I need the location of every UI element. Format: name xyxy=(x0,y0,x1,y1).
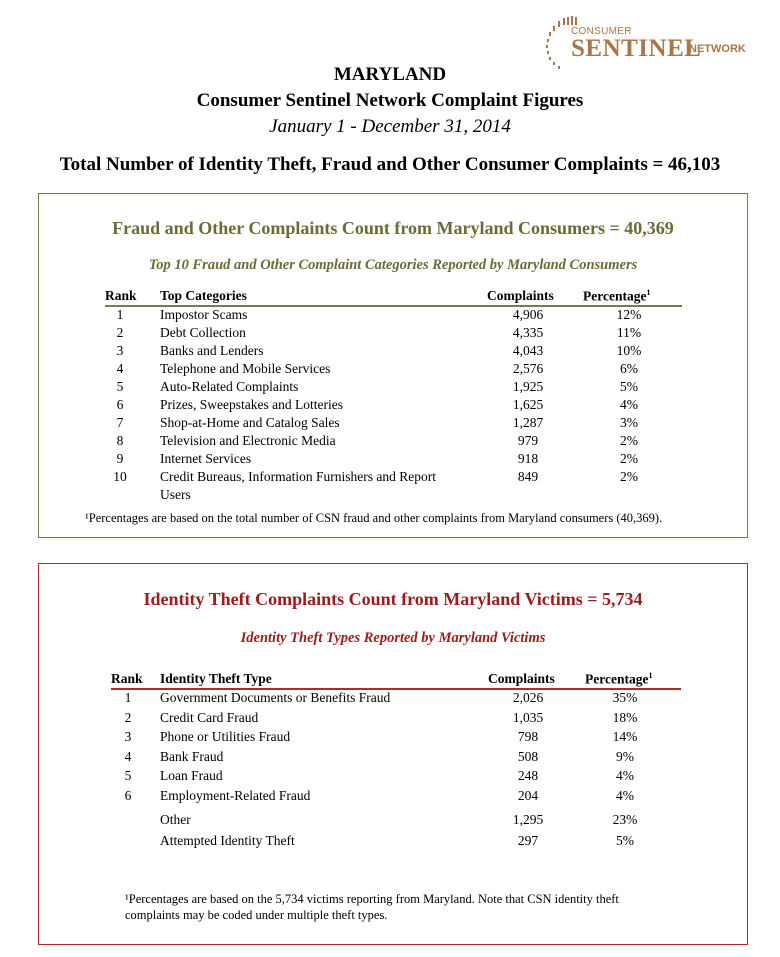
col-complaints: Complaints xyxy=(487,288,554,303)
logo-sentinel-text: SENTINEL xyxy=(571,35,702,62)
identity-theft-panel xyxy=(38,563,748,945)
col-percentage: Percentage$^1$ xyxy=(583,288,651,304)
state-title: MARYLAND xyxy=(333,64,447,85)
fraud-panel xyxy=(38,193,748,538)
identity-heading: Identity Theft Complaints Count from Maryland Victims = 5,734 xyxy=(143,589,643,609)
identity-footnote: ¹Percentages are based on the 5,734 victims reporting from Maryland. Note that CSN identity theft complaints may be coded under multiple theft types. xyxy=(125,892,619,922)
col-rank: Rank xyxy=(105,288,137,303)
col-rank: Rank xyxy=(111,671,143,686)
fraud-footnote: ¹Percentages are based on the total number of CSN fraud and other complaints from Maryland consumers (40,369). xyxy=(85,511,663,525)
report-dates: January 1 - December 31, 2014 xyxy=(269,116,511,137)
logo-consumer-text: CONSUMER xyxy=(571,26,632,37)
identity-subheading: Identity Theft Types Reported by Maryland Victims xyxy=(240,630,546,646)
total-complaints: Total Number of Identity Theft, Fraud and Other Consumer Complaints = 46,103 xyxy=(59,154,721,175)
fraud-heading: Fraud and Other Complaints Count from Maryland Consumers = 40,369 xyxy=(112,218,674,238)
col-category: Top Categories xyxy=(160,288,247,303)
report-title: Consumer Sentinel Network Complaint Figures xyxy=(196,90,584,111)
identity-table: Rank Identity Theft Type Complaints Percentage$^1$ 1 Government Documents or Benefits Fraud 2,026 35% 2 Credit Card Fraud 1,035 18% 3 Phone or Utilities Fraud 798 14% 4 Bank Fraud 508 9% 5 Loan Fraud 248 4% 6 Employment-Related Fraud 204 4% Other 1,295 23% Attempted Identity Theft 297 5% xyxy=(111,671,721,861)
fraud-subheading: Top 10 Fraud and Other Complaint Categories Reported by Maryland Consumers xyxy=(148,257,638,273)
col-complaints: Complaints xyxy=(488,671,555,686)
fraud-table: Rank Top Categories Complaints Percentage$^1$ 1 Impostor Scams 4,906 12% 2 Debt Collection 4,335 11% 3 Banks and Lenders 4,043 10% 4 Telephone and Mobile Services 2,576 6% 5 Auto-Related Complaints 1,925 5% 6 Prizes, Sweepstakes and Lotteries 1,625 4% 7 Shop-at-Home and Catalog Sales 1,287 3% 8 Television and Electronic Media 979 2% 9 Internet Services 918 2% 10 Credit Bureaus, Information Furnishers and Report Users 849 2% xyxy=(105,288,715,508)
col-type: Identity Theft Type xyxy=(160,671,272,686)
col-percentage: Percentage$^1$ xyxy=(585,671,653,687)
logo-network-text: NETWORK xyxy=(689,43,746,55)
